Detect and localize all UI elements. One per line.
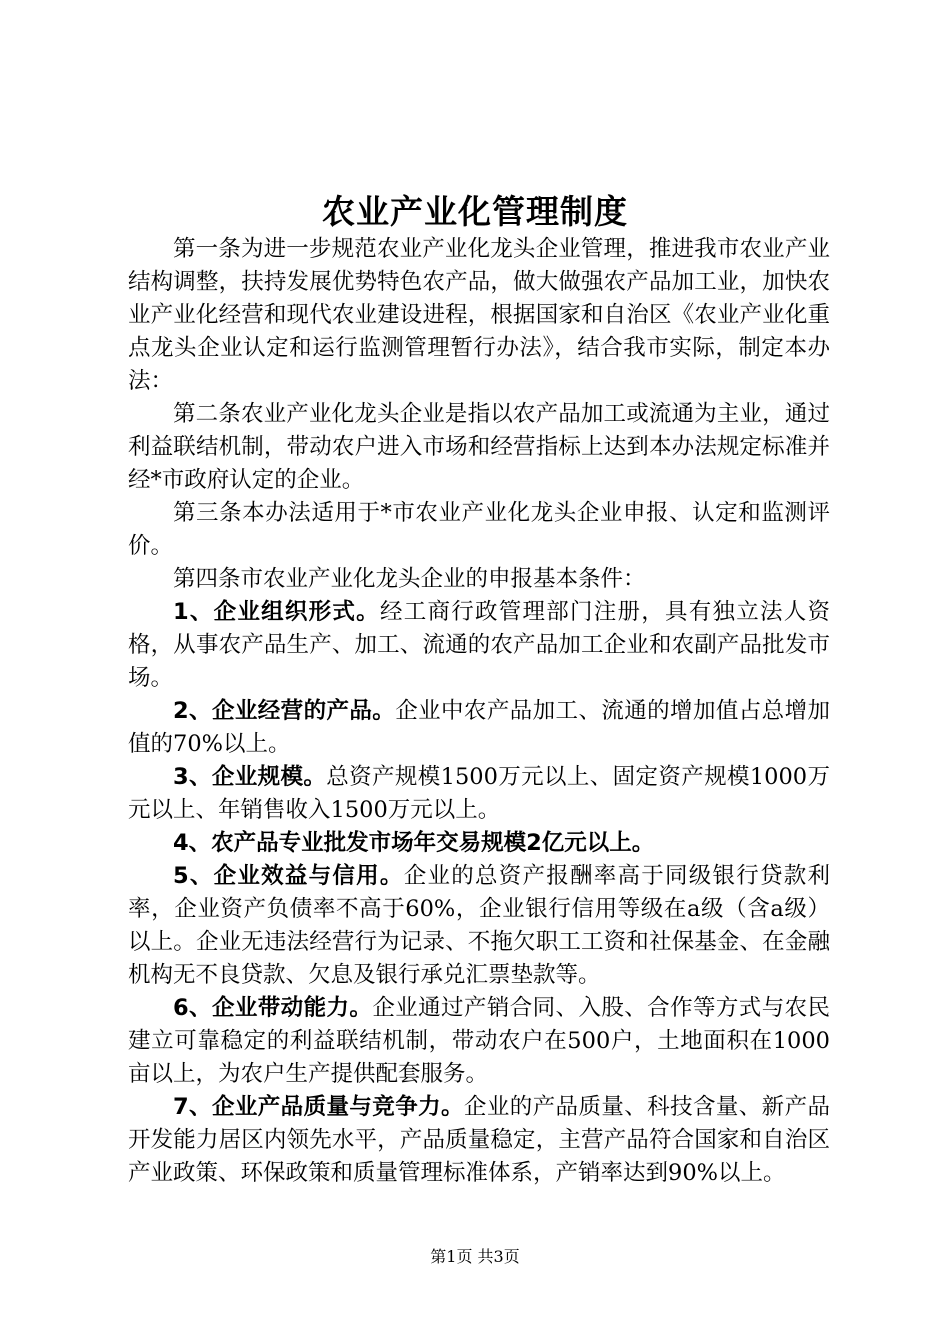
paragraph-lead: 7、企业产品质量与竞争力。	[173, 1094, 464, 1120]
paragraph-text: 第三条本办法适用于*市农业产业化龙头企业申报、认定和监测评价。	[128, 500, 830, 559]
paragraph	[128, 596, 830, 695]
paragraph-text: 第四条市农业产业化龙头企业的申报基本条件：	[173, 566, 646, 592]
paragraph	[128, 860, 830, 992]
paragraph	[128, 695, 830, 761]
paragraph	[128, 398, 830, 497]
paragraph-text: 总资产规模1500万元以上、固定资产规模1000万元以上、年销售收入1500万元以上。	[128, 764, 830, 823]
paragraph-text: 企业中农产品加工、流通的增加值占总增加值的70%以上。	[128, 698, 830, 757]
document-body	[128, 233, 830, 1190]
paragraph-text: 企业通过产销合同、入股、合作等方式与农民建立可靠稳定的利益联结机制，带动农户在500户，土地面积在1000亩以上，为农户生产提供配套服务。	[128, 995, 831, 1087]
paragraph	[128, 497, 830, 563]
document-title: 农业产业化管理制度	[322, 192, 628, 231]
paragraph	[128, 1091, 830, 1190]
paragraph-text: 第一条为进一步规范农业产业化龙头企业管理，推进我市农业产业结构调整，扶持发展优势特色农产品，做大做强农产品加工业，加快农业产业化经营和现代农业建设进程，根据国家和自治区《农业产业化重点龙头企业认定和运行监测管理暂行办法》，结合我市实际，制定本办法：	[128, 236, 830, 394]
paragraph-lead: 2、企业经营的产品。	[173, 698, 396, 724]
paragraph	[128, 761, 830, 827]
paragraph-lead: 5、企业效益与信用。	[173, 863, 404, 889]
paragraph-lead: 3、企业规模。	[173, 764, 327, 790]
paragraph	[128, 992, 830, 1091]
paragraph	[128, 827, 830, 860]
paragraph-lead: 6、企业带动能力。	[173, 995, 373, 1021]
paragraph-text: 经工商行政管理部门注册，具有独立法人资格，从事农产品生产、加工、流通的农产品加工企业和农副产品批发市场。	[128, 599, 830, 691]
paragraph	[128, 563, 830, 596]
paragraph-text: 企业的总资产报酬率高于同级银行贷款利率，企业资产负债率不高于60%，企业银行信用等级在a级（含a级）以上。企业无违法经营行为记录、不拖欠职工工资和社保基金、在金融机构无不良贷款、欠息及银行承兑汇票垫款等。	[128, 863, 830, 988]
paragraph-lead: 1、企业组织形式。	[173, 599, 380, 625]
paragraph	[128, 233, 830, 398]
paragraph-lead: 4、农产品专业批发市场年交易规模2亿元以上。	[173, 830, 655, 856]
paragraph-text: 企业的产品质量、科技含量、新产品开发能力居区内领先水平，产品质量稳定，主营产品符合国家和自治区产业政策、环保政策和质量管理标准体系，产销率达到90%以上。	[128, 1094, 830, 1186]
page-footer: 第1页 共3页	[430, 1247, 520, 1266]
paragraph-text: 第二条农业产业化龙头企业是指以农产品加工或流通为主业，通过利益联结机制，带动农户进入市场和经营指标上达到本办法规定标准并经*市政府认定的企业。	[128, 401, 830, 493]
